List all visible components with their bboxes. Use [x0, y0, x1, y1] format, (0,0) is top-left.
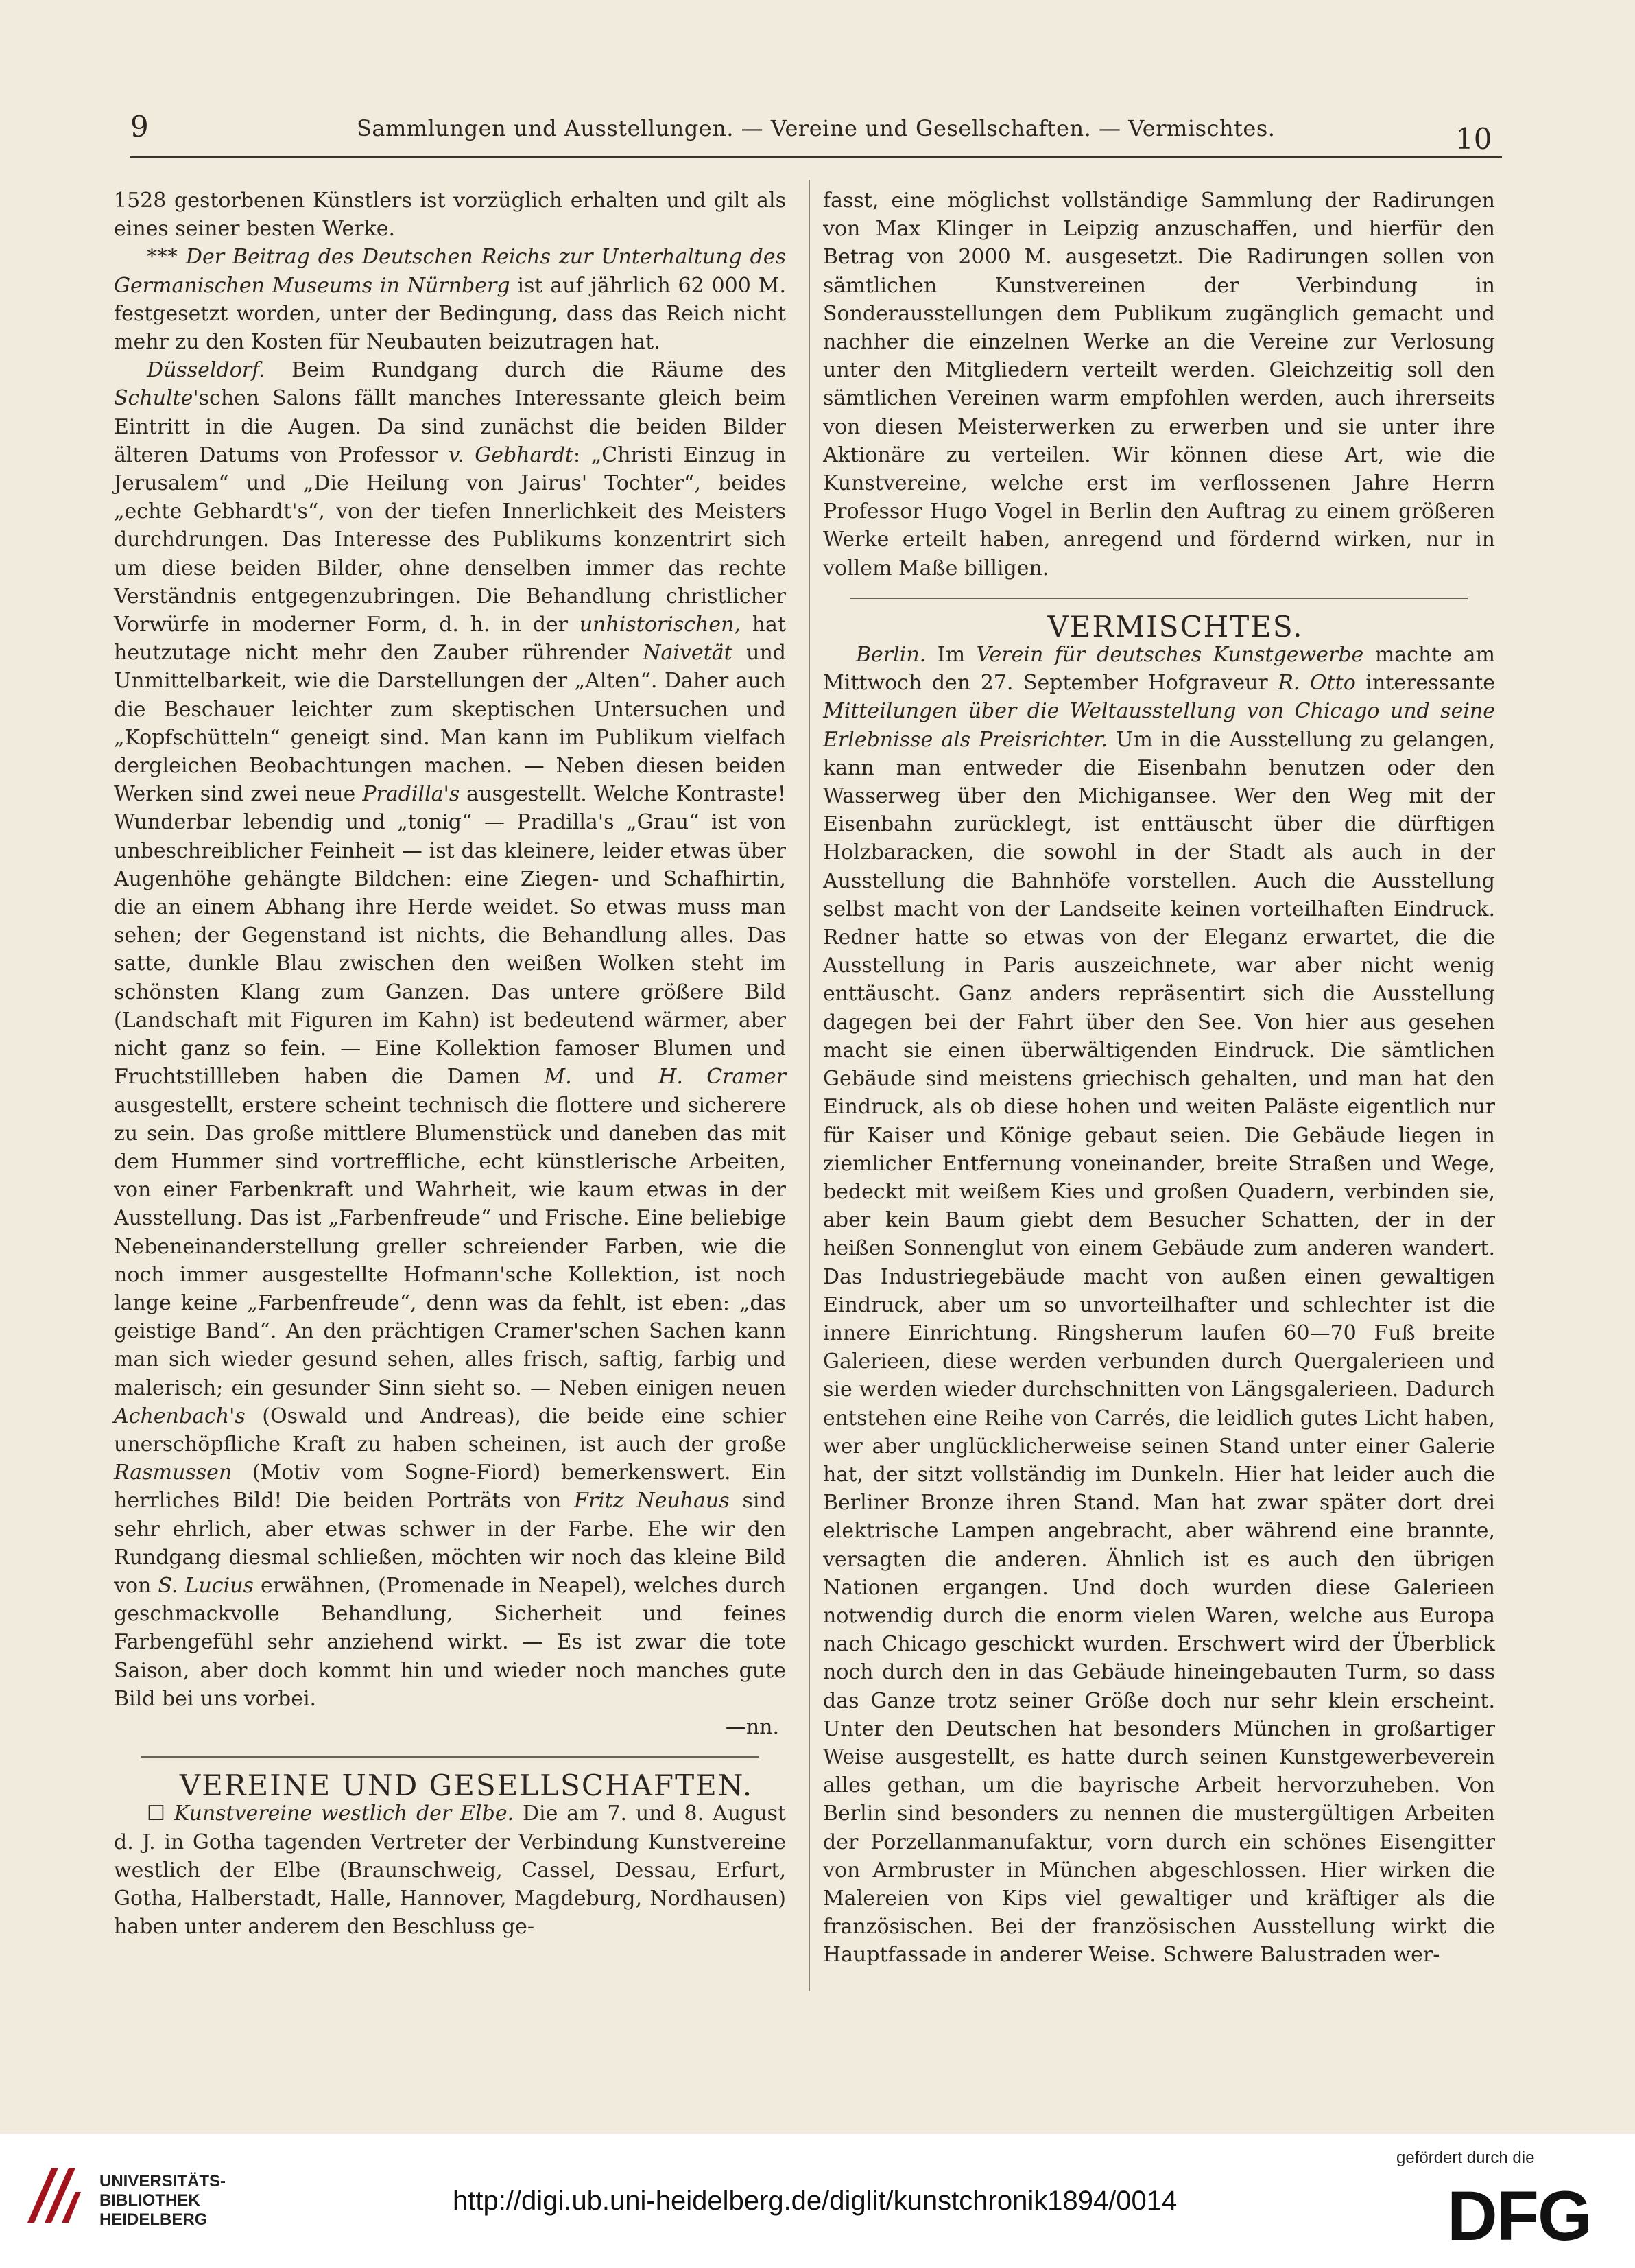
permalink-url[interactable]: http://digi.ub.uni-heidelberg.de/diglit/kunstchronik1894/0014: [453, 2186, 1178, 2216]
paragraph-berlin: Berlin. Im Verein für deutsches Kunstgewerbe machte am Mittwoch den 27. September Hofgraveur R. Otto interessante Mitteilungen über die Weltausstellung von Chicago und seine Erlebnisse als Preisrichter. Um in die Ausstellung zu gelangen, kann man entweder die Eisenbahn benutzen oder den Wasserweg über den Michigansee. Wer den Weg mit der Eisenbahn zurücklegt, ist enttäuscht über die dürftigen Holzbaracken, die sowohl in der Stadt als auch in der Ausstellung die Bahnhöfe vorstellen. Auch die Ausstellung selbst macht von der Landseite keinen vorteilhaften Eindruck. Redner hatte so etwas von der Eleganz erwartet, die die Ausstellung in Paris auszeichnete, war aber nicht wenig enttäuscht. Ganz anders repräsentirt sich die Ausstellung dagegen bei der Fahrt über den See. Von hier aus gesehen macht sie einen überwältigenden Eindruck. Die sämtlichen Gebäude sind meistens griechisch gehalten, und man hat den Eindruck, als ob diese hohen und weiten Paläste eigentlich nur für Kaiser und Könige gebaut seien. Die Gebäude liegen in ziemlicher Entfernung voneinander, breite Straßen und Wege, bedeckt mit weißem Kies und großen Quadern, verbinden sie, aber kein Baum giebt dem Besucher Schatten, der in der heißen Sonnenglut von einem Gebäude zum anderen wandert. Das Industriegebäude macht von außen einen gewaltigen Eindruck, aber um so unvorteilhafter und schlechter ist die innere Einrichtung. Ringsherum laufen 60—70 Fuß breite Galerieen, diese werden verbunden durch Quergalerieen und sie werden wieder durchschnitten von Längsgalerieen. Dadurch entstehen eine Reihe von Carrés, die leidlich gutes Licht haben, wer aber unglücklicherweise seinen Stand unter einer Galerie hat, der sitzt vollständig im Dunkeln. Hier hat leider auch die Berliner Bronze ihren Stand. Man hat zwar später dort drei elektrische Lampen angebracht, aber während eine brannte, versagten die anderen. Ähnlich ist es auch den übrigen Nationen ergangen. Und doch wurden diese Galerieen notwendig durch die enorm vielen Waren, welche aus Europa nach Chicago geschickt wurden. Erschwert wird der Überblick noch durch den in das Gebäude hineingebauten Turm, so dass das Ganze trotz seiner Größe doch nur sehr klein erscheint. Unter den Deutschen hat besonders München in großartiger Weise ausgestellt, es hatte durch seinen Kunstgewerbeverein alles gethan, um die bayrische Arbeit hervorzuheben. Von Berlin sind besonders zu nennen die mustergültigen Arbeiten der Porzellanmanufaktur, vorn durch ein schönes Eisengitter von Armbruster in München abgeschlossen. Hier wirken die Malereien von Kips viel gewaltiger und kräftiger als die französischen. Bei der französischen Ausstellung wirkt die Hauptfassade in anderer Weise. Schwere Balustraden wer-: [823, 643, 1496, 1968]
paragraph-klinger: fasst, eine möglichst vollständige Sammlung der Radirungen von Max Klinger in Leipzig anzuschaffen, und hierfür den Betrag von 2000 M. ausgesetzt. Die Radirungen sollen von sämtlichen Kunstvereinen der Verbindung in Sonderausstellungen dem Publikum zugänglich gemacht und nachher die einzelnen Werke an die Vereine zur Verlosung unter den Mitgliedern verteilt werden. Gleichzeitig soll den sämtlichen Vereinen warm empfohlen werden, auch ihrerseits von diesen Meisterwerken zu erwerben und sie unter ihre Aktionäre zu verteilen. Wir können diese Art, wie die Kunstvereine, welche erst im verflossenen Jahre Herrn Professor Hugo Vogel in Berlin den Auftrag zu einem größeren Werke erteilt haben, anregend und fördernd wirken, nur in vollem Maße billigen.: [823, 189, 1495, 580]
library-name: UNIVERSITÄTS- BIBLIOTHEK HEIDELBERG: [99, 2172, 226, 2229]
box-icon: ☐: [147, 1802, 165, 1826]
running-title: Sammlungen und Ausstellungen. — Vereine und Gesellschaften. — Vermischtes.: [357, 115, 1276, 141]
section-rule: [850, 598, 1468, 599]
section-title-vermischtes: VERMISCHTES.: [1047, 609, 1304, 643]
paragraph-beitrag: *** Der Beitrag des Deutschen Reichs zur Unterhaltung des Germanischen Museums in Nürnberg ist auf jährlich 62 000 M. festgesetzt worden, unter der Bedingung, dass das Reich nicht mehr zu den Kosten für Neubauten beizutragen hat.: [114, 245, 786, 355]
page-number-right: 10: [1455, 122, 1492, 156]
section-title-vereine: VEREINE UND GESELLSCHAFTEN.: [179, 1769, 754, 1803]
column-divider: [809, 180, 810, 1991]
paragraph-kuenstler: 1528 gestorbenen Künstlers ist vorzüglich erhalten und gilt als eines seiner besten Werke.: [114, 189, 786, 241]
signature: —nn.: [725, 1714, 779, 1739]
left-column: [114, 187, 786, 1941]
dfg-logo: DFG: [1447, 2177, 1591, 2255]
section-rule: [141, 1756, 759, 1758]
funded-by-label: gefördert durch die: [1396, 2149, 1535, 2167]
paragraph-duesseldorf: Düsseldorf. Beim Rundgang durch die Räume des Schulte'schen Salons fällt manches Interessante gleich beim Eintritt in die Augen. Da sind zunächst die beiden Bilder älteren Datums von Professor v. Gebhardt: „Christi Einzug in Jerusalem“ und „Die Heilung von Jairus' Tochter“, beides „echte Gebhardt's“, von der tiefen Innerlichkeit des Meisters durchdrungen. Das Interesse des Publikums konzentrirt sich um diese beiden Bilder, ohne denselben immer das rechte Verständnis entgegenzubringen. Die Behandlung christlicher Vorwürfe in moderner Form, d. h. in der unhistorischen, hat heutzutage nicht mehr den Zauber rührender Naivetät und Unmittelbarkeit, wie die Darstellungen der „Alten“. Daher auch die Beschauer leichter zum skeptischen Untersuchen und „Kopfschütteln“ geneigt sind. Man kann im Publikum vielfach dergleichen Beobachtungen machen. — Neben diesen beiden Werken sind zwei neue Pradilla's ausgestellt. Welche Kontraste! Wunderbar lebendig und „tonig“ — Pradilla's „Grau“ ist von unbeschreiblicher Feinheit — ist das kleinere, leider etwas über Augenhöhe gehängte Bildchen: eine Ziegen- und Schafhirtin, die an einem Abhang ihre Herde weidet. So etwas muss man sehen; der Gegenstand ist nichts, die Behandlung alles. Das satte, dunkle Blau zwischen den weißen Wolken steht im schönsten Klang zum Ganzen. Das untere größere Bild (Landschaft mit Figuren im Kahn) ist bedeutend wärmer, aber nicht ganz so fein. — Eine Kollektion famoser Blumen und Fruchtstillleben haben die Damen M. und H. Cramer ausgestellt, erstere scheint technisch die flottere und sicherere zu sein. Das große mittlere Blumenstück und daneben das mit dem Hummer sind vortreffliche, echt künstlerische Arbeiten, von einer Farbenkraft und Wahrheit, wie kaum etwas in der Ausstellung. Das ist „Farbenfreude“ und Frische. Eine beliebige Nebeneinanderstellung greller schreiender Farben, wie die noch immer ausgestellte Hofmann'sche Kollektion, ist noch lange keine „Farbenfreude“, denn was da fehlt, ist eben: „das geistige Band“. An den prächtigen Cramer'schen Sachen kann man sich wieder gesund sehen, alles frisch, saftig, farbig und malerisch; ein gesunder Sinn sieht so. — Neben einigen neuen Achenbach's (Oswald und Andreas), die beide eine schier unerschöpfliche Kraft zu haben scheinen, ist auch der große Rasmussen (Motiv vom Sogne-Fiord) bemerkenswert. Ein herrliches Bild! Die beiden Porträts von Fritz Neuhaus sind sehr ehrlich, aber etwas schwer in der Farbe. Ehe wir den Rundgang diesmal schließen, möchten wir noch das kleine Bild von S. Lucius erwähnen, (Promenade in Neapel), welches durch geschmackvolle Behandlung, Sicherheit und feines Farbengefühl sehr anziehend wirkt. — Es ist zwar die tote Saison, aber doch kommt hin und wieder noch manches gute Bild bei uns vorbei.: [114, 358, 787, 1711]
right-column: [823, 187, 1495, 1970]
page-number-left: 9: [130, 110, 149, 143]
library-logo-icon: [21, 2154, 89, 2230]
paragraph-kunstvereine: ☐ Kunstvereine westlich der Elbe. Die am 7. und 8. August d. J. in Gotha tagenden Vertreter der Verbindung Kunstvereine westlich der Elbe (Braunschweig, Cassel, Dessau, Erfurt, Gotha, Halberstadt, Halle, Hannover, Magdeburg, Nordhausen) haben unter anderem den Beschluss ge-: [114, 1802, 786, 1939]
header-rule: [130, 156, 1502, 158]
